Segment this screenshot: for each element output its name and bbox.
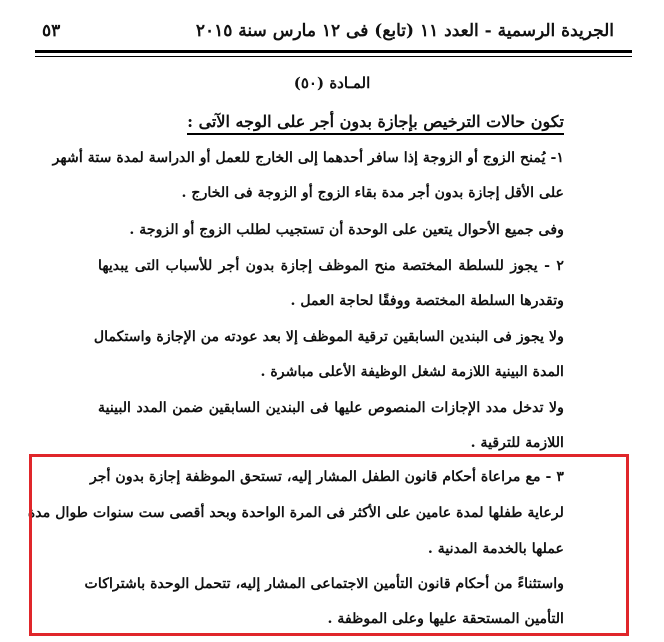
paragraph-4-line-1: ولا يجوز فى البندين السابقين ترقية الموظف إلا بعد عودته من الإجازة واستكمال [93, 329, 564, 345]
paragraph-1-line-1: ١- يُمنح الزوج أو الزوجة إذا سافر أحدهما إلى الخارج للعمل أو الدراسة لمدة ستة أشهر [52, 150, 564, 166]
section-heading: تكون حالات الترخيص بإجازة بدون أجر على الوجه الآتى : [187, 112, 564, 135]
highlight-box [29, 454, 629, 636]
page-number: ٥٣ [42, 21, 61, 41]
paragraph-6-line-3: عملها بالخدمة المدنية . [427, 541, 564, 557]
paragraph-3-line-2: وتقدرها السلطة المختصة ووفقًا لحاجة العمل . [290, 293, 564, 309]
paragraph-6-line-2: لرعاية طفلها لمدة عامين على الأكثر فى المرة الواحدة وبحد أقصى ست سنوات طوال مدة [27, 505, 564, 521]
paragraph-3-line-1: ٢ - يجوز للسلطة المختصة منح الموظف إجازة بدون أجر للأسباب التى يبديها [98, 258, 564, 274]
paragraph-6-line-1: ٣ - مع مراعاة أحكام قانون الطفل المشار إليه، تستحق الموظفة إجازة بدون أجر [89, 469, 564, 485]
paragraph-5-line-1: ولا تدخل مدد الإجازات المنصوص عليها فى البندين السابقين ضمن المدد البينية [98, 400, 564, 416]
paragraph-4-line-2: المدة البينية اللازمة لشغل الوظيفة الأعلى مباشرة . [260, 364, 564, 380]
paragraph-7-line-1: واستثناءً من أحكام قانون التأمين الاجتماعى المشار إليه، تتحمل الوحدة باشتراكات [84, 576, 564, 592]
paragraph-1-line-2: على الأقل إجازة بدون أجر مدة بقاء الزوج أو الزوجة فى الخارج . [181, 185, 564, 201]
header-rule-thin [35, 56, 632, 57]
running-header [42, 14, 614, 48]
paragraph-2-line-1: وفى جميع الأحوال يتعين على الوحدة أن تستجيب لطلب الزوج أو الزوجة . [129, 222, 564, 238]
header-rule-thick [35, 50, 632, 53]
paragraph-7-line-2: التأمين المستحقة عليها وعلى الموظفة . [327, 611, 564, 627]
gazette-header-title: الجريدة الرسمية - العدد ١١ (تابع) فى ١٢ مارس سنة ٢٠١٥ [195, 21, 614, 41]
paragraph-5-line-2: اللازمة للترقية . [470, 435, 564, 451]
article-title: المـادة (٥٠) [293, 74, 371, 92]
